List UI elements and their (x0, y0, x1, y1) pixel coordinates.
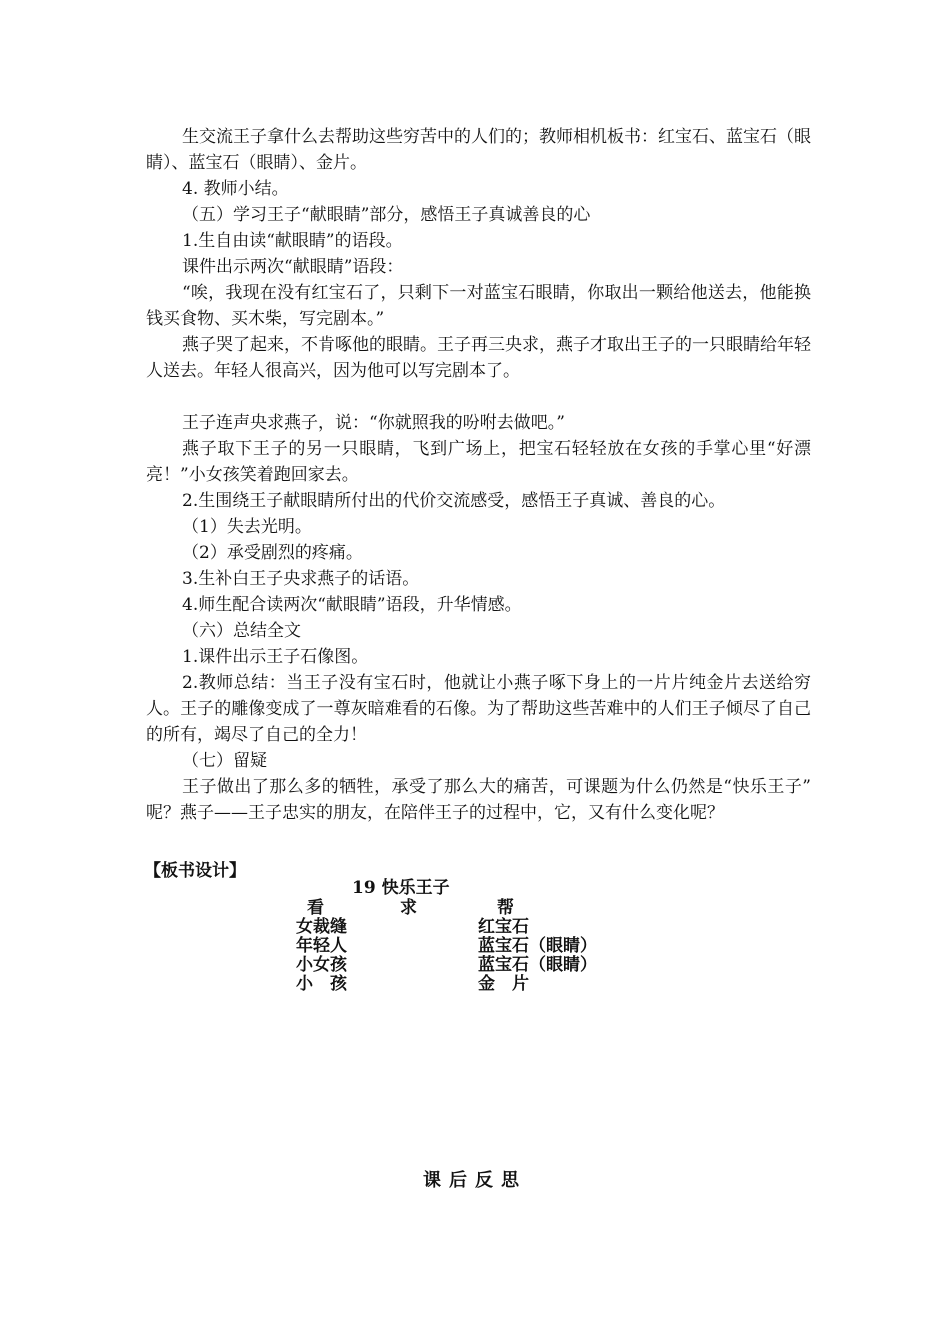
board-column-see: 看 (307, 898, 324, 918)
paragraph: 王子连声央求燕子，说：“你就照我的吩咐去做吧。” (182, 413, 565, 433)
section-heading: （五）学习王子“献眼睛”部分，感悟王子真诚善良的心 (182, 205, 591, 225)
reflection-title: 课后反思 (423, 1170, 527, 1191)
paragraph: 2.生围绕王子献眼睛所付出的代价交流感受，感悟王子真诚、善良的心。 (182, 491, 726, 511)
paragraph: 燕子哭了起来，不肯啄他的眼睛。王子再三央求，燕子才取出王子的一只眼睛给年轻人送去。年轻人很高兴，因为他可以写完剧本了。 (146, 335, 811, 381)
board-column-ask: 求 (400, 898, 417, 918)
paragraph: 2.教师总结：当王子没有宝石时，他就让小燕子啄下身上的一片片纯金片去送给穷人。王子的雕像变成了一尊灰暗难看的石像。为了帮助这些苦难中的人们王子倾尽了自己的所有，竭尽了自己的全力！ (146, 673, 811, 745)
board-title: 19 快乐王子 (352, 878, 450, 898)
board-person: 小 孩 (296, 974, 347, 994)
board-gift: 蓝宝石（眼睛） (478, 936, 597, 956)
paragraph: 王子做出了那么多的牺牲，承受了那么大的痛苦，可课题为什么仍然是“快乐王子” 呢？燕子——王子忠实的朋友，在陪伴王子的过程中，它，又有什么变化呢？ (146, 777, 811, 823)
paragraph: 4. 教师小结。 (182, 179, 289, 199)
blank-line (146, 384, 811, 410)
list-item: （2）承受剧烈的疼痛。 (182, 543, 363, 563)
board-gift: 红宝石 (478, 917, 529, 937)
board-gift: 金 片 (478, 974, 529, 994)
paragraph: 4.师生配合读两次“献眼睛”语段，升华情感。 (182, 595, 522, 615)
paragraph: 1.课件出示王子石像图。 (182, 647, 369, 667)
paragraph: 燕子取下王子的另一只眼睛，飞到广场上，把宝石轻轻放在女孩的手掌心里“好漂亮！”小女孩笑着跑回家去。 (146, 439, 811, 485)
section-heading: （六）总结全文 (182, 621, 301, 641)
board-person: 年轻人 (296, 936, 347, 956)
section-heading: （七）留疑 (182, 751, 267, 771)
paragraph: 1.生自由读“献眼睛”的语段。 (182, 231, 403, 251)
paragraph: 3.生补白王子央求燕子的话语。 (182, 569, 420, 589)
paragraph: 课件出示两次“献眼睛”语段： (182, 257, 404, 277)
paragraph: 生交流王子拿什么去帮助这些穷苦中的人们的；教师相机板书：红宝石、蓝宝石（眼睛）、蓝宝石（眼睛）、金片。 (146, 127, 811, 173)
list-item: （1）失去光明。 (182, 517, 312, 537)
quote-paragraph: “唉，我现在没有红宝石了，只剩下一对蓝宝石眼睛，你取出一颗给他送去，他能换钱买食物、买木柴，写完剧本。” (146, 283, 811, 329)
lesson-body (146, 124, 811, 826)
board-column-help: 帮 (497, 898, 514, 918)
board-gift: 蓝宝石（眼睛） (478, 955, 597, 975)
board-person: 小女孩 (296, 955, 347, 975)
board-person: 女裁缝 (296, 917, 347, 937)
board-design-heading: 【板书设计】 (144, 861, 246, 881)
